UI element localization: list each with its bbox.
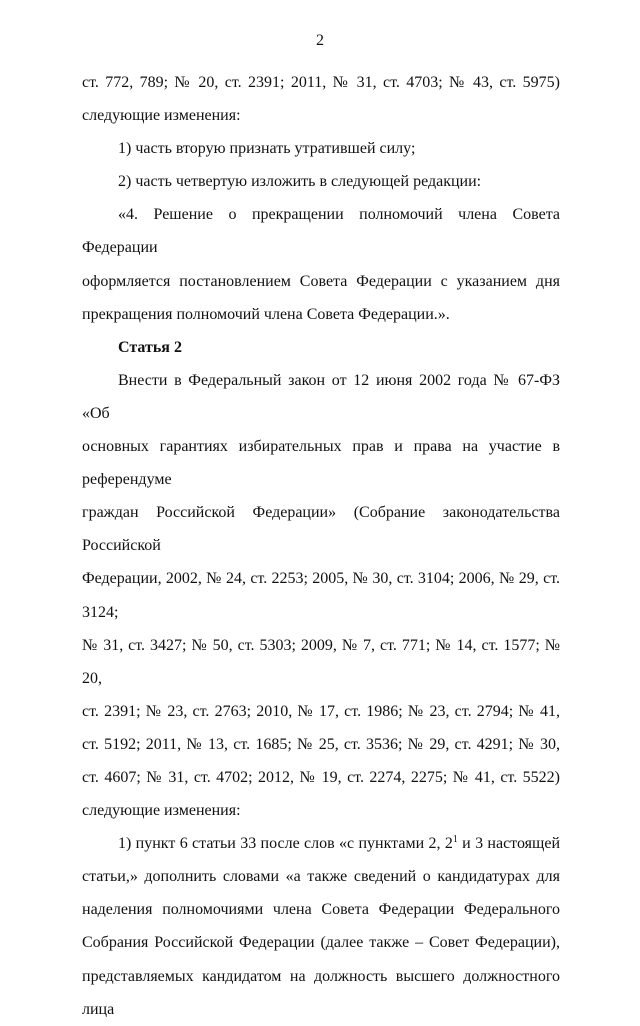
text-line: следующие изменения: xyxy=(82,802,241,820)
list-item: 2) часть четвертую изложить в следующей редакции: xyxy=(118,173,482,191)
text-line: ст. 2391; № 23, ст. 2763; 2010, № 17, ст. 1986; № 23, ст. 2794; № 41, xyxy=(82,702,560,720)
list-item xyxy=(82,827,560,860)
text-line: ст. 772, 789; № 20, ст. 2391; 2011, № 31, ст. 4703; № 43, ст. 5975) xyxy=(82,74,560,91)
quoted-text-line: оформляется постановлением Совета Федерации с указанием дня xyxy=(82,272,560,290)
text-segment: 1) пункт 6 статьи 33 после слов «с пунктами 2, 2 xyxy=(118,835,453,853)
quoted-text-line: «4. Решение о прекращении полномочий члена Совета Федерации xyxy=(82,206,560,257)
text-line: наделения полномочиями члена Совета Федерации Федерального xyxy=(82,901,560,919)
list-item: 1) часть вторую признать утратившей силу; xyxy=(118,140,416,158)
quoted-text-line: прекращения полномочий члена Совета Федерации.». xyxy=(82,305,450,323)
superscript: 1 xyxy=(452,834,458,846)
text-line: основных гарантиях избирательных прав и права на участие в референдуме xyxy=(82,438,560,489)
text-line: Федерации, 2002, № 24, ст. 2253; 2005, № 30, ст. 3104; 2006, № 29, ст. 3124; xyxy=(82,570,560,621)
article-heading: Статья 2 xyxy=(118,338,182,356)
page-number: 2 xyxy=(316,32,324,49)
text-segment: и 3 настоящей xyxy=(457,835,561,853)
text-line: № 31, ст. 3427; № 50, ст. 5303; 2009, № 7, ст. 771; № 14, ст. 1577; № 20, xyxy=(82,636,560,687)
document-body xyxy=(82,66,560,1026)
text-line: следующие изменения: xyxy=(82,107,241,125)
text-line: представляемых кандидатом на должность высшего должностного лица xyxy=(82,967,560,1018)
text-line: ст. 4607; № 31, ст. 4702; 2012, № 19, ст. 2274, 2275; № 41, ст. 5522) xyxy=(82,768,560,786)
text-line: статьи,» дополнить словами «а также сведений о кандидатурах для xyxy=(82,868,560,886)
text-line: Собрания Российской Федерации (далее также – Совет Федерации), xyxy=(82,934,560,952)
text-line: Внести в Федеральный закон от 12 июня 2002 года № 67-ФЗ «Об xyxy=(82,371,560,422)
text-line: ст. 5192; 2011, № 13, ст. 1685; № 25, ст. 3536; № 29, ст. 4291; № 30, xyxy=(82,735,560,753)
text-line: граждан Российской Федерации» (Собрание законодательства Российской xyxy=(82,504,560,555)
